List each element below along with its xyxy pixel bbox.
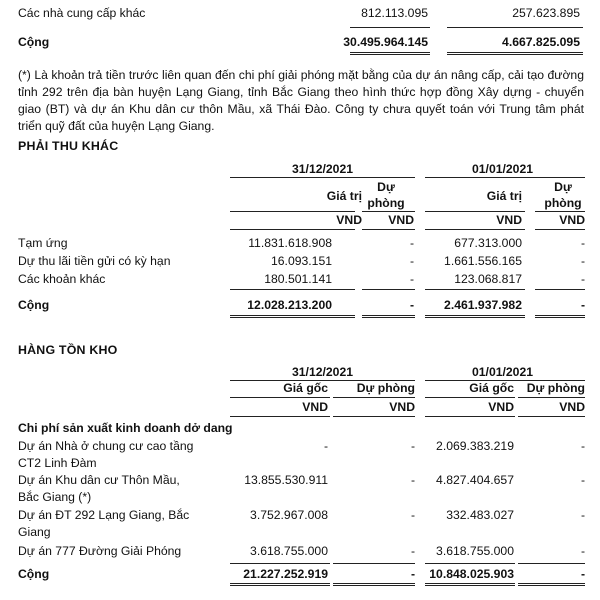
inventory-group-label: Chi phí sản xuất kinh doanh dở dang bbox=[18, 421, 233, 435]
inventory-date-1: 31/12/2021 bbox=[292, 365, 353, 379]
top-total-value-1: 30.495.964.145 bbox=[343, 35, 428, 49]
inventory-row-prov-b: - bbox=[410, 439, 415, 453]
inventory-total-b: - bbox=[410, 567, 415, 581]
receivables-dbl-d1 bbox=[535, 315, 585, 316]
footnote-paragraph: (*) Là khoản trả tiền trước liên quan đến chi phí giải phóng mặt bằng của dự án nâng cấp, cải tạo đường tỉnh 292 trên địa bàn huyện Lạng Giang, tỉnh Bắc Giang theo hình thức hợp đồng Xây dựng - chuyển giao (BT) và dự án Khu dân cư thôn Mầu, xã Thái Đào. Công ty chưa quyết toán với Trung tâm phát triển quỹ đất của huyện Lạng Giang. bbox=[18, 68, 584, 133]
receivables-unit-1: VND bbox=[336, 213, 362, 227]
receivables-row-value-a: 11.831.618.908 bbox=[248, 236, 332, 250]
inventory-unit-rule-c bbox=[425, 416, 515, 417]
inventory-dbl-c1 bbox=[425, 583, 515, 584]
inventory-dbl-a1 bbox=[230, 583, 330, 584]
receivables-unit-rule-c bbox=[425, 229, 525, 230]
receivables-unit-2: VND bbox=[388, 213, 414, 227]
receivables-col-prov-1a: Dự bbox=[377, 180, 395, 194]
receivables-sum-rule-b bbox=[362, 289, 415, 290]
receivables-total-a: 12.028.213.200 bbox=[247, 298, 332, 312]
top-total-label: Cộng bbox=[18, 35, 50, 49]
receivables-row-prov-d: - bbox=[580, 272, 585, 286]
inventory-row-label-line1: Dự án 777 Đường Giải Phóng bbox=[18, 544, 182, 558]
inventory-row-label-line2: CT2 Linh Đàm bbox=[18, 456, 97, 470]
inventory-dbl-b2 bbox=[333, 585, 415, 586]
inventory-row-label-line1: Dự án ĐT 292 Lạng Giang, Bắc bbox=[18, 508, 190, 522]
receivables-row-label: Tạm ứng bbox=[18, 236, 68, 250]
receivables-hdr-rule-a bbox=[230, 211, 355, 212]
receivables-col-prov-1b: phòng bbox=[367, 196, 405, 210]
top-rule-1 bbox=[350, 27, 430, 28]
inventory-total-label: Cộng bbox=[18, 567, 50, 581]
inventory-row-prov-b: - bbox=[410, 508, 415, 522]
receivables-hdr-rule-b bbox=[362, 211, 415, 212]
receivables-hdr-rule-d bbox=[535, 211, 585, 212]
receivables-dbl-d2 bbox=[535, 317, 585, 318]
inventory-unit-rule-b bbox=[333, 416, 415, 417]
receivables-total-b: - bbox=[409, 298, 414, 312]
inventory-date-2: 01/01/2021 bbox=[472, 365, 533, 379]
receivables-date-rule-1 bbox=[230, 177, 415, 178]
receivables-dbl-c1 bbox=[425, 315, 525, 316]
inventory-dbl-d2 bbox=[518, 585, 585, 586]
receivables-dbl-b2 bbox=[362, 317, 415, 318]
inventory-unit-rule-d bbox=[518, 416, 585, 417]
receivables-date-rule-2 bbox=[425, 177, 585, 178]
receivables-row-value-a: 180.501.141 bbox=[264, 272, 332, 286]
receivables-total-d: - bbox=[580, 298, 585, 312]
inventory-dbl-a2 bbox=[230, 585, 330, 586]
receivables-unit-rule-b bbox=[362, 229, 415, 230]
top-total-rule-1 bbox=[350, 52, 430, 53]
inventory-row-label-line2: Bắc Giang (*) bbox=[18, 490, 92, 504]
inventory-row-value-a: 13.855.530.911 bbox=[244, 473, 328, 487]
receivables-row-prov-d: - bbox=[580, 254, 585, 268]
receivables-dbl-c2 bbox=[425, 317, 525, 318]
inventory-unit-1: VND bbox=[302, 400, 328, 414]
receivables-row-prov-b: - bbox=[409, 254, 414, 268]
inventory-unit-rule-a bbox=[230, 416, 330, 417]
inventory-row-value-a: - bbox=[323, 439, 328, 453]
receivables-sum-rule-d bbox=[535, 289, 585, 290]
inventory-total-a: 21.227.252.919 bbox=[243, 567, 328, 581]
receivables-hdr-rule-c bbox=[425, 211, 525, 212]
inventory-col-cost-2: Giá gốc bbox=[469, 381, 514, 395]
receivables-row-label: Các khoản khác bbox=[18, 272, 106, 286]
inventory-row-label-line1: Dự án Khu dân cư Thôn Mầu, bbox=[18, 473, 180, 487]
inventory-dbl-b1 bbox=[333, 583, 415, 584]
inventory-unit-2: VND bbox=[389, 400, 415, 414]
top-total-value-2: 4.667.825.095 bbox=[502, 35, 580, 49]
inventory-row-prov-b: - bbox=[410, 473, 415, 487]
receivables-total-label: Cộng bbox=[18, 298, 50, 312]
receivables-row-prov-b: - bbox=[409, 272, 414, 286]
receivables-row-value-c: 123.068.817 bbox=[454, 272, 522, 286]
inventory-unit-4: VND bbox=[559, 400, 585, 414]
inventory-hdr-rule-b bbox=[333, 397, 415, 398]
receivables-row-prov-b: - bbox=[409, 236, 414, 250]
receivables-title: PHẢI THU KHÁC bbox=[18, 139, 119, 153]
receivables-date-2: 01/01/2021 bbox=[472, 162, 533, 176]
inventory-sum-rule-c bbox=[425, 563, 515, 564]
top-row-value-2: 257.623.895 bbox=[512, 6, 580, 20]
inventory-row-prov-b: - bbox=[410, 544, 415, 558]
receivables-dbl-b1 bbox=[362, 315, 415, 316]
receivables-total-c: 2.461.937.982 bbox=[444, 298, 522, 312]
inventory-sum-rule-a bbox=[230, 563, 330, 564]
inventory-row-label-line1: Dự án Nhà ở chung cư cao tầng bbox=[18, 439, 194, 453]
top-total-rule-2 bbox=[447, 52, 583, 53]
inventory-row-prov-d: - bbox=[580, 508, 585, 522]
receivables-dbl-a1 bbox=[230, 315, 355, 316]
top-total-rule-1b bbox=[350, 54, 430, 55]
receivables-col-prov-2a: Dự bbox=[554, 180, 572, 194]
inventory-hdr-rule-d bbox=[518, 397, 585, 398]
receivables-row-prov-d: - bbox=[580, 236, 585, 250]
receivables-row-value-c: 1.661.556.165 bbox=[444, 254, 522, 268]
receivables-row-label: Dự thu lãi tiền gửi có kỳ hạn bbox=[18, 254, 171, 268]
inventory-col-cost-1: Giá gốc bbox=[283, 381, 328, 395]
inventory-dbl-c2 bbox=[425, 585, 515, 586]
receivables-unit-rule-d bbox=[535, 229, 585, 230]
inventory-row-value-c: 332.483.027 bbox=[446, 508, 514, 522]
inventory-col-prov-1: Dự phòng bbox=[356, 381, 415, 395]
inventory-row-value-c: 4.827.404.657 bbox=[436, 473, 514, 487]
inventory-title: HÀNG TỒN KHO bbox=[18, 343, 118, 357]
inventory-row-prov-d: - bbox=[580, 473, 585, 487]
inventory-hdr-rule-a bbox=[230, 397, 330, 398]
receivables-unit-rule-a bbox=[230, 229, 355, 230]
inventory-total-c: 10.848.025.903 bbox=[429, 567, 514, 581]
inventory-sum-rule-d bbox=[518, 563, 585, 564]
inventory-row-value-a: 3.752.967.008 bbox=[250, 508, 328, 522]
receivables-unit-3: VND bbox=[496, 213, 522, 227]
receivables-col-prov-2b: phòng bbox=[544, 196, 582, 210]
inventory-row-prov-d: - bbox=[580, 544, 585, 558]
receivables-col-value-1: Giá trị bbox=[326, 189, 362, 203]
top-total-rule-2b bbox=[447, 54, 583, 55]
receivables-col-value-2: Giá trị bbox=[486, 189, 522, 203]
inventory-row-value-c: 3.618.755.000 bbox=[436, 544, 514, 558]
inventory-col-prov-2: Dự phòng bbox=[526, 381, 585, 395]
inventory-row-label-line2: Giang bbox=[18, 525, 51, 539]
top-row-label: Các nhà cung cấp khác bbox=[18, 6, 146, 20]
top-rule-2 bbox=[447, 27, 583, 28]
receivables-unit-4: VND bbox=[559, 213, 585, 227]
inventory-row-value-c: 2.069.383.219 bbox=[436, 439, 514, 453]
receivables-row-value-c: 677.313.000 bbox=[454, 236, 522, 250]
receivables-dbl-a2 bbox=[230, 317, 355, 318]
inventory-hdr-rule-c bbox=[425, 397, 515, 398]
inventory-row-prov-d: - bbox=[580, 439, 585, 453]
receivables-row-value-a: 16.093.151 bbox=[271, 254, 332, 268]
inventory-sum-rule-b bbox=[333, 563, 415, 564]
inventory-dbl-d1 bbox=[518, 583, 585, 584]
top-row-value-1: 812.113.095 bbox=[361, 6, 428, 20]
inventory-row-value-a: 3.618.755.000 bbox=[250, 544, 328, 558]
inventory-total-d: - bbox=[580, 567, 585, 581]
receivables-sum-rule-a bbox=[230, 289, 355, 290]
receivables-date-1: 31/12/2021 bbox=[292, 162, 353, 176]
inventory-unit-3: VND bbox=[488, 400, 514, 414]
receivables-sum-rule-c bbox=[425, 289, 525, 290]
